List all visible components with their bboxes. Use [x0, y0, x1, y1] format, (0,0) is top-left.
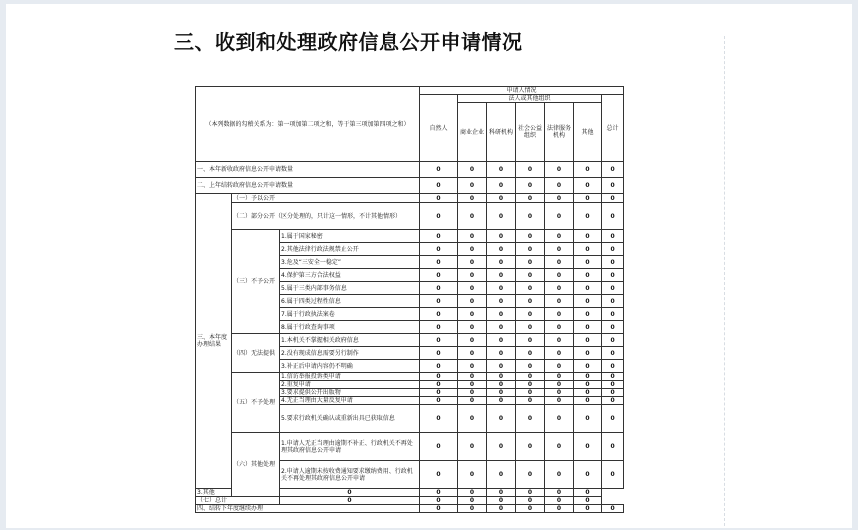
value-cell: 0	[545, 194, 574, 203]
row-withheld-label: （三）不予公开	[232, 230, 280, 334]
value-cell: 0	[458, 497, 487, 505]
value-cell: 0	[458, 505, 487, 513]
unavailable-item: 2.没有现成信息需要另行制作	[280, 347, 420, 360]
withheld-item: 1.属于国家秘密	[280, 230, 420, 243]
value-cell: 0	[487, 397, 516, 405]
value-cell: 0	[487, 347, 516, 360]
value-cell: 0	[458, 256, 487, 269]
value-cell: 0	[420, 230, 458, 243]
value-cell: 0	[574, 381, 602, 389]
withheld-item: 7.属于行政执法案卷	[280, 308, 420, 321]
value-cell: 0	[602, 282, 624, 295]
value-cell: 0	[602, 321, 624, 334]
value-cell: 0	[420, 295, 458, 308]
value-cell: 0	[545, 360, 574, 373]
value-cell: 0	[602, 308, 624, 321]
value-cell: 0	[574, 405, 602, 433]
value-cell: 0	[516, 256, 545, 269]
header-other: 其他	[574, 103, 602, 162]
value-cell: 0	[420, 497, 458, 505]
value-cell: 0	[487, 194, 516, 203]
value-cell: 0	[516, 321, 545, 334]
value-cell: 0	[516, 505, 545, 513]
value-cell: 0	[487, 162, 516, 178]
not-processed-item: 1.信访举报投诉类申请	[280, 373, 420, 381]
value-cell: 0	[487, 256, 516, 269]
unavailable-item: 1.本机关不掌握相关政府信息	[280, 334, 420, 347]
value-cell: 0	[458, 489, 487, 497]
value-cell: 0	[420, 203, 458, 230]
value-cell: 0	[574, 178, 602, 194]
value-cell: 0	[487, 373, 516, 381]
value-cell: 0	[602, 243, 624, 256]
value-cell: 0	[545, 308, 574, 321]
value-cell: 0	[487, 230, 516, 243]
value-cell: 0	[602, 397, 624, 405]
value-cell: 0	[420, 433, 458, 461]
value-cell: 0	[516, 295, 545, 308]
value-cell: 0	[516, 373, 545, 381]
value-cell: 0	[602, 162, 624, 178]
section-title: 三、收到和处理政府信息公开申请情况	[174, 30, 523, 54]
value-cell: 0	[420, 269, 458, 282]
value-cell: 0	[574, 321, 602, 334]
value-cell: 0	[487, 405, 516, 433]
value-cell: 0	[574, 433, 602, 461]
header-research: 科研机构	[487, 103, 516, 162]
value-cell: 0	[516, 334, 545, 347]
value-cell: 0	[602, 505, 624, 513]
value-cell: 0	[545, 162, 574, 178]
value-cell: 0	[487, 203, 516, 230]
value-cell: 0	[545, 347, 574, 360]
withheld-item: 6.属于四类过程性信息	[280, 295, 420, 308]
value-cell: 0	[487, 334, 516, 347]
value-cell: 0	[420, 397, 458, 405]
value-cell: 0	[602, 405, 624, 433]
value-cell: 0	[545, 203, 574, 230]
value-cell: 0	[545, 321, 574, 334]
not-processed-item: 4.无正当理由大量反复申请	[280, 397, 420, 405]
value-cell: 0	[458, 162, 487, 178]
value-cell: 0	[545, 461, 574, 489]
value-cell: 0	[487, 295, 516, 308]
value-cell: 0	[574, 269, 602, 282]
value-cell: 0	[420, 162, 458, 178]
value-cell: 0	[602, 178, 624, 194]
value-cell: 0	[516, 230, 545, 243]
value-cell: 0	[516, 461, 545, 489]
value-cell: 0	[574, 230, 602, 243]
not-processed-item: 3.要求提供公开出版物	[280, 389, 420, 397]
other-handling-item: 2.申请人逾期未按收费通知要求缴纳费用、行政机关不再处理其政府信息公开申请	[280, 461, 420, 489]
value-cell: 0	[574, 256, 602, 269]
value-cell: 0	[420, 373, 458, 381]
value-cell: 0	[420, 308, 458, 321]
value-cell: 0	[516, 389, 545, 397]
value-cell: 0	[574, 282, 602, 295]
value-cell: 0	[487, 269, 516, 282]
not-processed-item: 5.要求行政机关确认或重新出具已获取信息	[280, 405, 420, 433]
value-cell: 0	[545, 433, 574, 461]
value-cell: 0	[487, 505, 516, 513]
row-new-label: 一、本年新收政府信息公开申请数量	[196, 162, 420, 178]
value-cell: 0	[458, 230, 487, 243]
value-cell: 0	[280, 497, 420, 505]
withheld-item: 8.属于行政查询事项	[280, 321, 420, 334]
value-cell: 0	[602, 373, 624, 381]
value-cell: 0	[420, 405, 458, 433]
value-cell: 0	[516, 489, 545, 497]
value-cell: 0	[458, 321, 487, 334]
header-commercial: 商业企业	[458, 103, 487, 162]
value-cell: 0	[574, 489, 602, 497]
row-total-label: （七）总计	[196, 497, 280, 505]
value-cell: 0	[545, 230, 574, 243]
value-cell: 0	[602, 230, 624, 243]
header-public-welfare: 社会公益组织	[516, 103, 545, 162]
value-cell: 0	[545, 381, 574, 389]
page-guide-line	[724, 36, 725, 526]
row-next-year-label: 四、结转下年度继续办理	[196, 505, 420, 513]
value-cell: 0	[487, 282, 516, 295]
value-cell: 0	[574, 194, 602, 203]
value-cell: 0	[420, 282, 458, 295]
value-cell: 0	[602, 334, 624, 347]
value-cell: 0	[420, 243, 458, 256]
value-cell: 0	[545, 497, 574, 505]
value-cell: 0	[458, 381, 487, 389]
header-applicant: 申请人情况	[420, 87, 624, 95]
value-cell: 0	[420, 334, 458, 347]
header-total: 总计	[602, 95, 624, 162]
value-cell: 0	[420, 489, 458, 497]
value-cell: 0	[420, 381, 458, 389]
value-cell: 0	[516, 347, 545, 360]
value-cell: 0	[458, 194, 487, 203]
unavailable-item: 3.补正后申请内容仍不明确	[280, 360, 420, 373]
value-cell: 0	[280, 489, 420, 497]
value-cell: 0	[487, 433, 516, 461]
header-legal-services: 法律服务机构	[545, 103, 574, 162]
value-cell: 0	[602, 194, 624, 203]
value-cell: 0	[487, 321, 516, 334]
value-cell: 0	[574, 347, 602, 360]
value-cell: 0	[458, 334, 487, 347]
value-cell: 0	[487, 389, 516, 397]
value-cell: 0	[458, 389, 487, 397]
value-cell: 0	[602, 269, 624, 282]
other-handling-item: 1.申请人无正当理由逾期不补正、行政机关不再处理其政府信息公开申请	[280, 433, 420, 461]
value-cell: 0	[545, 389, 574, 397]
value-cell: 0	[516, 282, 545, 295]
value-cell: 0	[516, 178, 545, 194]
value-cell: 0	[574, 397, 602, 405]
value-cell: 0	[516, 497, 545, 505]
row-result-label: 三、本年度办理结果	[196, 194, 232, 489]
value-cell: 0	[574, 505, 602, 513]
value-cell: 0	[545, 505, 574, 513]
value-cell: 0	[420, 461, 458, 489]
value-cell: 0	[545, 243, 574, 256]
withheld-item: 2.其他法律行政法规禁止公开	[280, 243, 420, 256]
value-cell: 0	[516, 203, 545, 230]
value-cell: 0	[420, 505, 458, 513]
value-cell: 0	[487, 308, 516, 321]
value-cell: 0	[420, 256, 458, 269]
value-cell: 0	[516, 381, 545, 389]
value-cell: 0	[545, 256, 574, 269]
value-cell: 0	[458, 243, 487, 256]
value-cell: 0	[602, 381, 624, 389]
value-cell: 0	[602, 461, 624, 489]
value-cell: 0	[420, 389, 458, 397]
value-cell: 0	[487, 461, 516, 489]
not-processed-item: 2.重复申请	[280, 381, 420, 389]
application-statistics-table	[195, 86, 624, 513]
value-cell: 0	[458, 178, 487, 194]
header-natural-person: 自然人	[420, 95, 458, 162]
value-cell: 0	[487, 243, 516, 256]
value-cell: 0	[516, 360, 545, 373]
value-cell: 0	[458, 360, 487, 373]
value-cell: 0	[487, 178, 516, 194]
value-cell: 0	[602, 295, 624, 308]
value-cell: 0	[458, 269, 487, 282]
value-cell: 0	[458, 347, 487, 360]
value-cell: 0	[574, 360, 602, 373]
value-cell: 0	[487, 497, 516, 505]
row-not-processed-label: （五）不予处理	[232, 373, 280, 433]
value-cell: 0	[574, 389, 602, 397]
withheld-item: 5.属于三类内部事务信息	[280, 282, 420, 295]
value-cell: 0	[516, 308, 545, 321]
value-cell: 0	[420, 321, 458, 334]
value-cell: 0	[516, 194, 545, 203]
header-legal-entity: 法人或其他组织	[458, 95, 602, 103]
value-cell: 0	[487, 489, 516, 497]
value-cell: 0	[458, 308, 487, 321]
value-cell: 0	[420, 194, 458, 203]
row-public-label: （一）予以公开	[232, 194, 420, 203]
value-cell: 0	[420, 347, 458, 360]
value-cell: 0	[516, 269, 545, 282]
value-cell: 0	[602, 203, 624, 230]
value-cell: 0	[545, 405, 574, 433]
value-cell: 0	[574, 461, 602, 489]
value-cell: 0	[545, 373, 574, 381]
value-cell: 0	[516, 243, 545, 256]
value-cell: 0	[574, 308, 602, 321]
value-cell: 0	[516, 397, 545, 405]
value-cell: 0	[602, 389, 624, 397]
value-cell: 0	[545, 397, 574, 405]
row-partial-label: （二）部分公开（区分处理的，只计这一情形，不计其他情形）	[232, 203, 420, 230]
value-cell: 0	[545, 269, 574, 282]
value-cell: 0	[458, 461, 487, 489]
row-unavailable-label: （四）无法提供	[232, 334, 280, 373]
value-cell: 0	[516, 405, 545, 433]
value-cell: 0	[458, 373, 487, 381]
value-cell: 0	[458, 433, 487, 461]
value-cell: 0	[545, 334, 574, 347]
other-handling-item: 3.其他	[196, 489, 232, 497]
value-cell: 0	[574, 497, 602, 505]
value-cell: 0	[458, 282, 487, 295]
value-cell: 0	[574, 373, 602, 381]
value-cell: 0	[545, 489, 574, 497]
value-cell: 0	[487, 381, 516, 389]
value-cell: 0	[458, 203, 487, 230]
value-cell: 0	[420, 360, 458, 373]
value-cell: 0	[602, 433, 624, 461]
value-cell: 0	[574, 334, 602, 347]
value-cell: 0	[574, 203, 602, 230]
value-cell: 0	[420, 178, 458, 194]
value-cell: 0	[516, 162, 545, 178]
table-header-note: （本列数据的勾稽关系为：第一项加第二项之和，等于第三项加第四项之和）	[196, 87, 420, 162]
value-cell: 0	[602, 347, 624, 360]
value-cell: 0	[602, 256, 624, 269]
value-cell: 0	[458, 295, 487, 308]
withheld-item: 3.危及“三安全一稳定”	[280, 256, 420, 269]
value-cell: 0	[574, 295, 602, 308]
value-cell: 0	[458, 397, 487, 405]
withheld-item: 4.保护第三方合法权益	[280, 269, 420, 282]
value-cell: 0	[574, 243, 602, 256]
value-cell: 0	[458, 405, 487, 433]
value-cell: 0	[545, 295, 574, 308]
value-cell: 0	[545, 282, 574, 295]
value-cell: 0	[516, 433, 545, 461]
row-other-handling-label: （六）其他处理	[232, 433, 280, 497]
value-cell: 0	[574, 162, 602, 178]
value-cell: 0	[545, 178, 574, 194]
value-cell: 0	[602, 360, 624, 373]
row-carried-label: 二、上年结转政府信息公开申请数量	[196, 178, 420, 194]
value-cell: 0	[487, 360, 516, 373]
